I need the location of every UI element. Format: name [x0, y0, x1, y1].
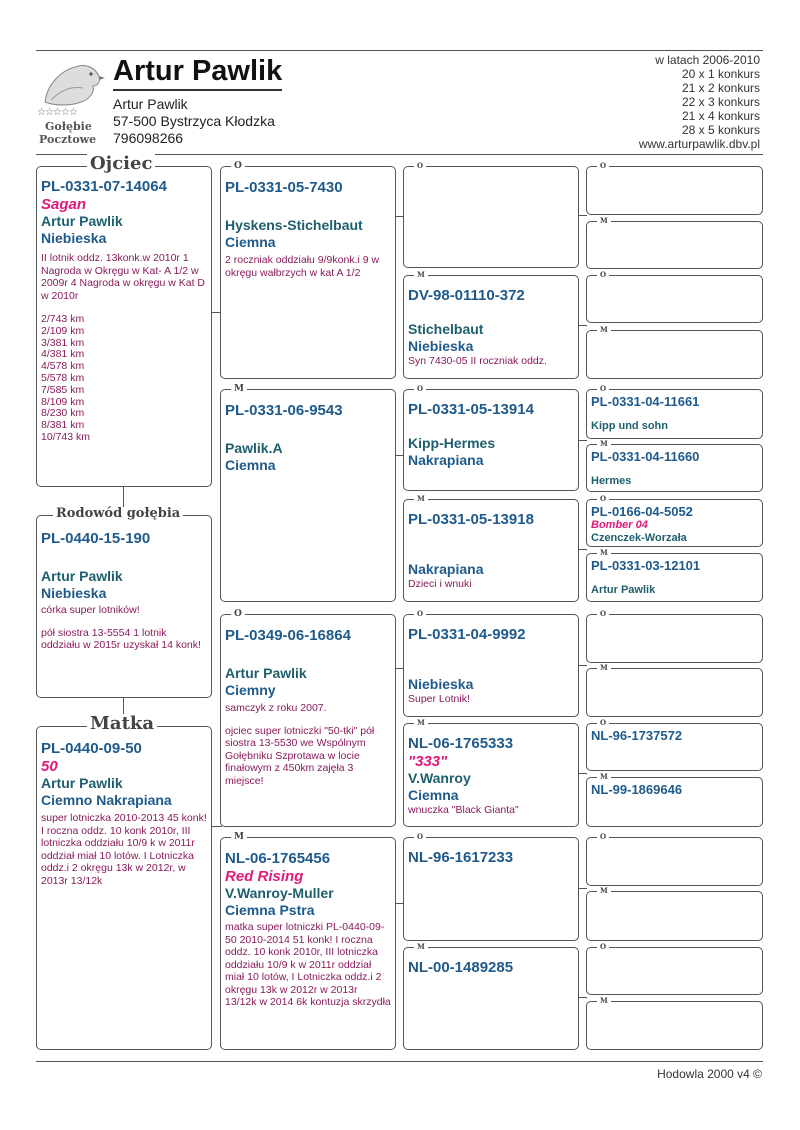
mm-card[interactable] [220, 832, 396, 1050]
o-label: O [597, 833, 609, 841]
result-line: 3/381 km [41, 336, 85, 349]
fmmf-card[interactable] [586, 494, 763, 547]
o-label: O [597, 610, 609, 618]
mother-card[interactable] [36, 713, 212, 1050]
fmfm-card[interactable] [586, 439, 763, 492]
owner-name: Artur Pawlik [113, 96, 188, 112]
ffm-remarks: Syn 7430-05 II roczniak oddz. [408, 355, 547, 367]
subject-remarks-2: pół siostra 13-5554 1 lotnik oddziału w 2015r uzyskał 14 konk! [41, 626, 201, 651]
o-label: O [597, 943, 609, 951]
m-label: M [231, 384, 247, 394]
ff-color: Ciemna [225, 234, 276, 250]
connector [578, 325, 587, 326]
o-label: O [597, 271, 609, 279]
fmfm-ring: PL-0331-04-11660 [591, 449, 700, 464]
mf-card[interactable] [220, 609, 396, 827]
connector [578, 549, 587, 550]
pigeon-logo-icon [37, 56, 107, 112]
connector [578, 665, 587, 666]
m-label: M [414, 719, 428, 727]
fm-ring: PL-0331-06-9543 [225, 402, 343, 419]
mffm-card[interactable] [586, 663, 763, 717]
father-remarks: II lotnik oddz. 13konk.w 2010r 1 Nagroda w Okręgu w Kat- A 1/2 w 2009r 4 Nagroda w okręgu w Kat D w 2010r [41, 252, 206, 302]
m-label: M [414, 271, 428, 279]
mother-breeder: Artur Pawlik [41, 775, 123, 791]
father-name: Sagan [41, 196, 87, 213]
o-label: O [414, 610, 426, 618]
fm-breeder: Pawlik.A [225, 440, 283, 456]
website-link[interactable]: www.arturpawlik.dbv.pl [638, 137, 760, 151]
fmmm-breeder: Artur Pawlik [591, 584, 656, 596]
connector [211, 826, 222, 827]
fm-card[interactable] [220, 384, 396, 602]
father-card[interactable] [36, 153, 212, 487]
o-label: O [597, 495, 609, 503]
fmmf-ring: PL-0166-04-5052 [591, 504, 693, 519]
mfff-card[interactable] [586, 609, 763, 663]
result-line: 2/743 km [41, 313, 85, 325]
o-label: O [231, 609, 245, 619]
ff-card[interactable] [220, 161, 396, 379]
fm-color: Ciemna [225, 457, 276, 473]
father-color: Niebieska [41, 230, 107, 246]
mfmf-ring: NL-96-1737572 [591, 728, 683, 743]
mm-color: Ciemna Pstra [225, 902, 315, 918]
result-line: 8/230 km [41, 407, 85, 420]
mother-name: 50 [41, 758, 58, 775]
mfm-remarks: wnuczka "Black Gianta" [408, 804, 519, 816]
mfmf-card[interactable] [586, 718, 763, 771]
mf-remarks-2: ojciec super lotniczki "50-tki" pół siostra 13-5530 we Wspólnym Gołębniku Szprotawa w locie finałowym z 450km zajęła 3 miejsce! [225, 724, 375, 787]
father-ring: PL-0331-07-14064 [41, 178, 167, 195]
mmf-card[interactable] [403, 832, 579, 941]
logo-text-1: Gołębie [45, 120, 92, 133]
connector [578, 773, 587, 774]
father-results [41, 314, 207, 444]
m-label: M [597, 773, 611, 781]
result-line: 2/109 km [41, 324, 85, 337]
subject-card[interactable] [36, 506, 212, 698]
mother-label: Matka [87, 714, 157, 734]
fmmm-ring: PL-0331-03-12101 [591, 558, 701, 573]
connector [578, 888, 587, 889]
mf-remarks-1: samczyk z roku 2007. [225, 702, 327, 714]
o-label: O [597, 719, 609, 727]
mf-ring: PL-0349-06-16864 [225, 627, 351, 644]
mfm-breeder: V.Wanroy [408, 770, 471, 786]
o-label: O [597, 162, 609, 170]
result-line: 8/109 km [41, 395, 85, 408]
fmmm-card[interactable] [586, 548, 763, 602]
mmmf-card[interactable] [586, 942, 763, 995]
father-label: Ojciec [87, 154, 155, 174]
ffm-card[interactable] [403, 270, 579, 379]
mfmm-ring: NL-99-1869646 [591, 782, 683, 797]
result-line: 4/578 km [41, 360, 85, 373]
fmff-breeder: Kipp und sohn [591, 420, 668, 432]
mother-color: Ciemno Nakrapiana [41, 792, 172, 808]
m-label: M [597, 549, 611, 557]
result-line: 5/578 km [41, 371, 85, 384]
fmf-ring: PL-0331-05-13914 [408, 401, 534, 418]
fmm-card[interactable] [403, 494, 579, 602]
ff-breeder: Hyskens-Stichelbaut [225, 217, 363, 233]
fmff-ring: PL-0331-04-11661 [591, 394, 700, 409]
stats-line: 22 x 3 konkurs [681, 95, 760, 109]
stats-line: 28 x 5 konkurs [681, 123, 760, 137]
m-label: M [231, 832, 247, 842]
fffm-card[interactable] [586, 216, 763, 269]
connector [578, 440, 587, 441]
fff-card[interactable] [403, 161, 579, 268]
mmfm-card[interactable] [586, 886, 763, 941]
fmm-ring: PL-0331-05-13918 [408, 511, 534, 528]
mff-color: Niebieska [408, 676, 474, 692]
ffmm-card[interactable] [586, 325, 763, 379]
mmff-card[interactable] [586, 832, 763, 886]
mm-name: Red Rising [225, 868, 304, 885]
fmfm-breeder: Hermes [591, 475, 632, 487]
m-label: M [597, 664, 611, 672]
m-label: M [597, 440, 611, 448]
logo [37, 56, 107, 148]
o-label: O [414, 385, 426, 393]
ffmf-card[interactable] [586, 270, 763, 323]
pedigree-label: Rodowód gołębia [53, 507, 183, 521]
m-label: M [414, 943, 428, 951]
m-label: M [597, 217, 611, 225]
m-label: M [597, 326, 611, 334]
mfm-card[interactable] [403, 718, 579, 827]
mmmm-card[interactable] [586, 996, 763, 1050]
subject-ring: PL-0440-15-190 [41, 530, 151, 547]
mf-breeder: Artur Pawlik [225, 665, 307, 681]
mff-ring: PL-0331-04-9992 [408, 626, 526, 643]
fmm-color: Nakrapiana [408, 561, 484, 577]
owner-title: Artur Pawlik [113, 54, 282, 91]
fmmf-name: Bomber 04 [591, 519, 648, 531]
mmm-card[interactable] [403, 942, 579, 1050]
fmm-remarks: Dzieci i wnuki [408, 578, 472, 590]
fmf-breeder: Kipp-Hermes [408, 435, 496, 451]
footer-rule [36, 1061, 763, 1062]
o-label: O [231, 161, 245, 171]
mff-remarks: Super Lotnik! [408, 693, 470, 705]
subject-color: Niebieska [41, 585, 107, 601]
father-breeder: Artur Pawlik [41, 213, 123, 229]
ff-remarks: 2 roczniak oddziału 9/9konk.i 9 w okręgu wałbrzych w kat A 1/2 [225, 254, 380, 279]
mff-card[interactable] [403, 609, 579, 717]
mm-ring: NL-06-1765456 [225, 850, 331, 867]
ff-ring: PL-0331-05-7430 [225, 179, 343, 196]
mfmm-card[interactable] [586, 772, 763, 827]
m-label: M [597, 997, 611, 1005]
subject-breeder: Artur Pawlik [41, 568, 123, 584]
owner-address: 57-500 Bystrzyca Kłodzka [113, 113, 275, 129]
ffm-color: Niebieska [408, 338, 474, 354]
mother-remarks: super lotniczka 2010-2013 45 konk! I roczna oddz. 10 konk 2010r, III lotniczka oddziału 10/9 k w 2011r oddział miał 10 lotów. I Lotniczka oddz.i 2 okręgu 13k w 2012r, w 2013r 13/12k [41, 812, 207, 887]
stats-line: 21 x 2 konkurs [681, 81, 760, 95]
logo-text-2: Pocztowe [39, 133, 97, 146]
o-label: O [414, 162, 426, 170]
connector [578, 997, 587, 998]
stats-years: w latach 2006-2010 [655, 53, 760, 67]
ffm-breeder: Stichelbaut [408, 321, 484, 337]
mfm-name: "333" [408, 753, 448, 770]
mm-remarks: matka super lotniczki PL-0440-09-50 2010-2014 51 konk! I roczna oddz. 10 konk 2010r, III lotniczka oddziału 10/9 k w 2011r oddział miał 10 lotów, I Lotniczka oddz.i 2 okręgu 13k w 2012r w 2013r 13/12k w 2014 6k kontuzja skrzydła [225, 921, 391, 1008]
stats-line: 20 x 1 konkurs [681, 67, 760, 81]
connector [578, 215, 587, 216]
fmmf-breeder: Czenczek-Worzała [591, 532, 687, 544]
ffff-card[interactable] [586, 161, 763, 215]
owner-phone: 796098266 [113, 130, 184, 146]
result-line: 7/585 km [41, 383, 85, 396]
o-label: O [597, 385, 609, 393]
m-label: M [414, 495, 428, 503]
ffm-ring: DV-98-01110-372 [408, 287, 525, 304]
fmf-color: Nakrapiana [408, 452, 484, 468]
stats-line: 21 x 4 konkurs [681, 109, 760, 123]
m-label: M [597, 887, 611, 895]
result-line: 10/743 km [41, 430, 91, 443]
mmf-ring: NL-96-1617233 [408, 849, 514, 866]
subject-remarks-1: córka super lotników! [41, 604, 140, 616]
mfm-ring: NL-06-1765333 [408, 735, 514, 752]
logo-stars: ☆☆☆☆☆ [37, 107, 77, 118]
fmff-card[interactable] [586, 384, 763, 439]
result-line: 8/381 km [41, 419, 85, 432]
mother-ring: PL-0440-09-50 [41, 740, 142, 757]
mf-color: Ciemny [225, 682, 276, 698]
result-line: 4/381 km [41, 348, 85, 361]
mm-breeder: V.Wanroy-Muller [225, 885, 334, 901]
mfm-color: Ciemna [408, 787, 459, 803]
fmf-card[interactable] [403, 384, 579, 491]
mmm-ring: NL-00-1489285 [408, 959, 514, 976]
o-label: O [414, 833, 426, 841]
stats-block [639, 53, 760, 151]
footer-credit: Hodowla 2000 v4 © [657, 1067, 762, 1081]
header-top-rule [36, 50, 763, 51]
